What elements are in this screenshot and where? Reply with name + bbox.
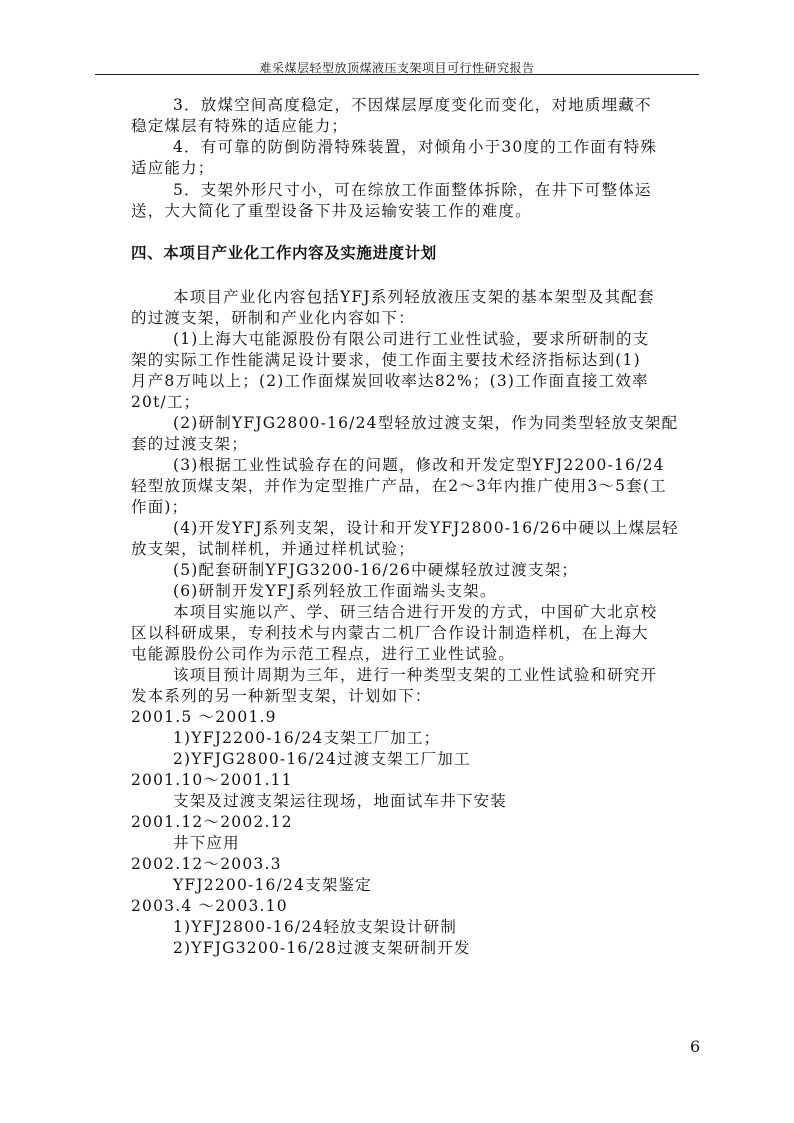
text-line: 20t/工； (131, 393, 201, 411)
text-line: (2)研制YFJG2800-16/24型轻放过渡支架，作为同类型轻放支架配 (173, 414, 679, 432)
schedule-item: 1)YFJ2800-16/24轻放支架设计研制 (173, 918, 458, 936)
schedule-item: 2)YFJG3200-16/28过渡支架研制开发 (173, 939, 471, 957)
text-line: 4．有可靠的防倒防滑特殊装置，对倾角小于30度的工作面有特殊 (173, 138, 658, 156)
schedule-period: 2001.12～2002.12 (131, 813, 293, 831)
text-line: 的过渡支架，研制和产业化内容如下： (131, 309, 415, 327)
text-line: 送，大大简化了重型设备下井及运输安装工作的难度。 (131, 202, 532, 220)
text-line: 该项目预计周期为三年，进行一种类型支架的工业性试验和研究开 (173, 666, 658, 684)
text-line: 发本系列的另一种新型支架，计划如下： (131, 687, 432, 705)
text-line: 套的过渡支架； (131, 435, 248, 453)
text-line: 5．支架外形尺寸小，可在综放工作面整体拆除，在井下可整体运 (173, 181, 652, 199)
section-heading: 四、本项目产业化工作内容及实施进度计划 (131, 244, 437, 262)
text-line: (3)根据工业性试验存在的问题，修改和开发定型YFJ2200-16/24 (173, 456, 665, 474)
text-line: (1)上海大屯能源股份有限公司进行工业性试验，要求所研制的支 (173, 330, 650, 348)
text-line: (5)配套研制YFJG3200-16/26中硬煤轻放过渡支架； (173, 561, 579, 579)
header-rule (95, 74, 699, 75)
text-line: (4)开发YFJ系列支架，设计和开发YFJ2800-16/26中硬以上煤层轻 (173, 519, 679, 537)
text-line: (6)研制开发YFJ系列轻放工作面端头支架。 (173, 582, 497, 600)
text-line: 屯能源股份公司作为示范工程点，进行工业性试验。 (131, 645, 516, 663)
text-line: 本项目产业化内容包括YFJ系列轻放液压支架的基本架型及其配套 (173, 288, 655, 306)
text-line: 轻型放顶煤支架，并作为定型推广产品，在2～3年内推广使用3～5套(工 (131, 477, 667, 495)
schedule-item: 2)YFJG2800-16/24过渡支架工厂加工 (173, 750, 471, 768)
page-number: 6 (690, 1037, 701, 1056)
text-line: 稳定煤层有特殊的适应能力； (131, 117, 349, 135)
text-line: 3．放煤空间高度稳定，不因煤层厚度变化而变化，对地质埋藏不 (173, 96, 652, 114)
text-line: 月产8万吨以上；(2)工作面煤炭回收率达82%；(3)工作面直接工效率 (131, 372, 649, 390)
schedule-item: YFJ2200-16/24支架鉴定 (173, 876, 372, 894)
text-line: 架的实际工作性能满足设计要求，使工作面主要技术经济指标达到(1) (131, 351, 641, 369)
schedule-period: 2001.5 ～2001.9 (131, 708, 277, 726)
header-title: 难采煤层轻型放顶煤液压支架项目可行性研究报告 (259, 61, 535, 75)
schedule-item: 井下应用 (173, 834, 240, 852)
text-line: 适应能力； (131, 159, 215, 177)
schedule-period: 2002.12～2003.3 (131, 855, 282, 873)
schedule-period: 2001.10～2001.11 (131, 771, 293, 789)
schedule-period: 2003.4 ～2003.10 (131, 897, 288, 915)
text-line: 本项目实施以产、学、研三结合进行开发的方式，中国矿大北京校 (173, 603, 658, 621)
text-line: 区以科研成果，专利技术与内蒙古二机厂合作设计制造样机，在上海大 (131, 624, 649, 642)
schedule-item: 1)YFJ2200-16/24支架工厂加工； (173, 729, 441, 747)
schedule-item: 支架及过渡支架运往现场，地面试车井下安装 (173, 792, 508, 810)
text-line: 作面)； (131, 498, 189, 516)
text-line: 放支架，试制样机，并通过样机试验； (131, 540, 415, 558)
